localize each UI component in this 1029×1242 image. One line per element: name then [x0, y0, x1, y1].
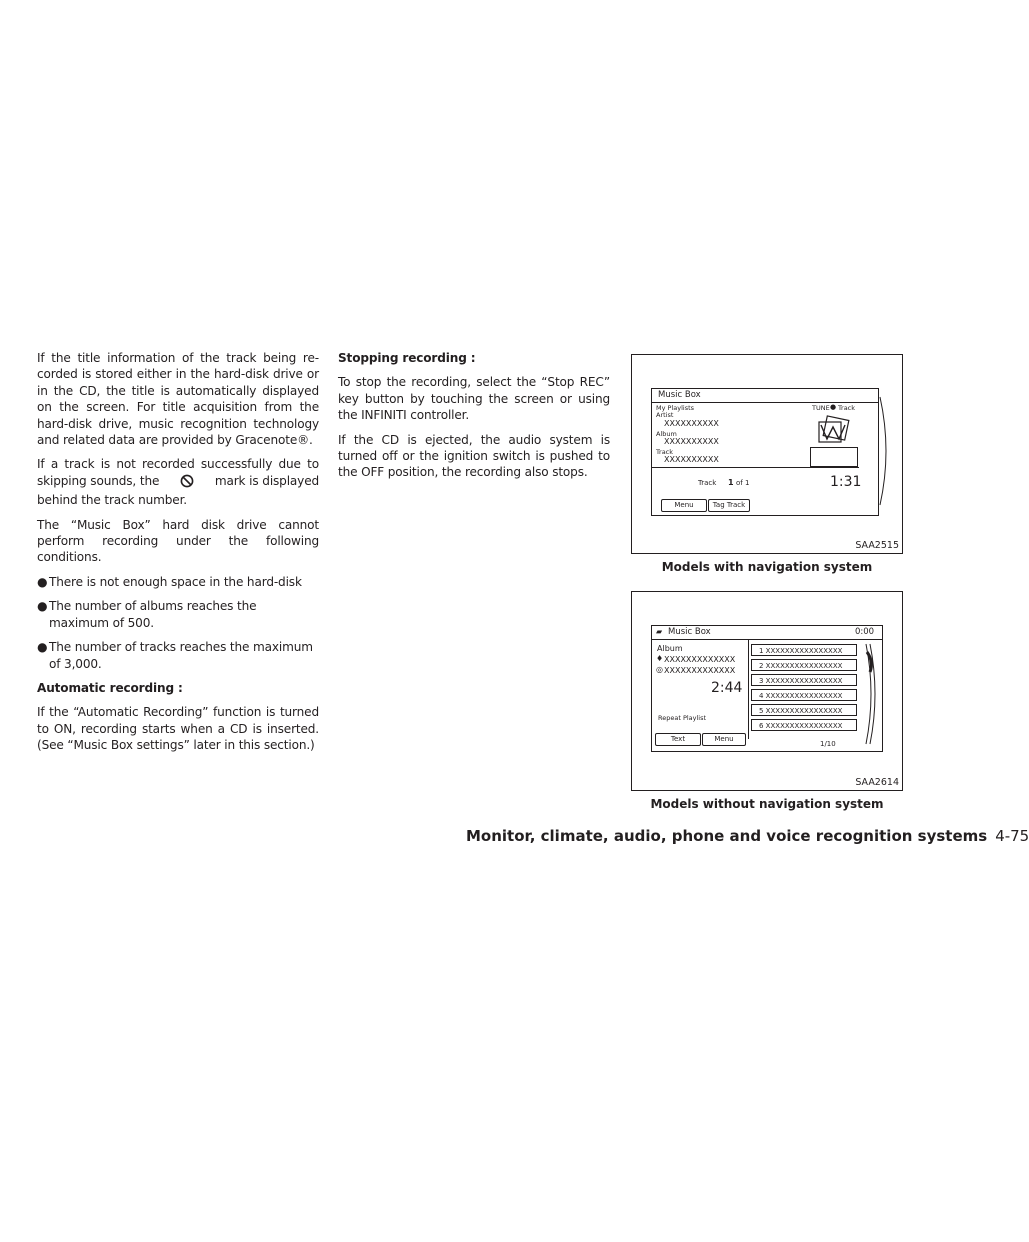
scroll-arc	[878, 395, 892, 507]
figure-with-navigation	[631, 354, 903, 554]
disc-art-icon	[817, 415, 851, 445]
paragraph-skipping	[37, 456, 319, 508]
figure-caption: Models with navigation system	[661, 560, 873, 574]
paragraph-automatic-recording: If the “Automatic Recording” function is turned to ON, recording starts when a CD is inserted. (See “Music Box settings” later in this section.)	[37, 705, 319, 753]
bullet-icon: ●	[37, 574, 48, 589]
page-indicator: 1/10	[820, 740, 836, 748]
prohibit-icon	[163, 474, 211, 492]
skip-text-after: mark is displayed behind the track number.	[37, 473, 320, 508]
tune-knob-icon: ●	[830, 403, 837, 411]
text-button[interactable]: Text	[655, 733, 701, 746]
track-label: Track	[656, 448, 674, 456]
bullet-icon: ●	[37, 599, 48, 614]
clock: 0:00	[855, 627, 875, 637]
bullet-item: ● The number of albums reaches the maximum of 500.	[37, 599, 257, 630]
music-box-screen-nav	[651, 388, 879, 516]
album-value: XXXXXXXXXX	[664, 437, 719, 446]
heading-automatic-recording: Automatic recording :	[37, 680, 183, 695]
music-box-screen-audio	[651, 625, 883, 752]
right-column	[338, 350, 610, 481]
bullet-icon: ●	[37, 640, 48, 655]
elapsed-time: 1:31	[830, 474, 862, 490]
tag-track-button[interactable]: Tag Track	[708, 499, 750, 512]
disc-icon: ◎	[656, 665, 663, 674]
paragraph-title-info: If the title information of the track being re-corded is stored either in the hard-disk drive or in the CD, the title is automatically displayed on the screen. For title acquisition from the hard-disk drive, music recognition technology and related data are provided by Gracenote®.	[37, 351, 319, 448]
section-title: Monitor, climate, audio, phone and voice recognition systems	[466, 827, 988, 845]
figure-caption: Models without navigation system	[650, 797, 884, 811]
page-footer	[466, 827, 1029, 845]
track-number: 1	[728, 478, 734, 487]
screen-title-bar	[652, 389, 878, 403]
album-label: Album	[657, 644, 683, 653]
paragraph-conditions: The “Music Box” hard disk drive cannot perform recording under the following conditions.	[37, 517, 319, 565]
artist-line: XXXXXXXXXXXXX	[664, 655, 736, 664]
screen-title: Music Box	[658, 390, 701, 400]
menu-button[interactable]: Menu	[661, 499, 707, 512]
scrollbar[interactable]	[864, 642, 878, 746]
menu-button[interactable]: Menu	[702, 733, 746, 746]
figure-code: SAA2614	[855, 777, 899, 788]
track-word: Track	[698, 479, 717, 487]
elapsed-time: 2:44	[711, 680, 743, 696]
page-number: 4-75	[995, 827, 1029, 845]
list-item[interactable]: 3 XXXXXXXXXXXXXXXX	[751, 674, 857, 686]
playlist-label: My Playlists	[656, 404, 695, 412]
screen-title: Music Box	[668, 627, 711, 637]
album-line: XXXXXXXXXXXXX	[664, 666, 736, 675]
artist-value: XXXXXXXXXX	[664, 419, 719, 428]
paragraph-stop-rec: To stop the recording, select the “Stop REC” key button by touching the screen or using the INFINITI controller.	[338, 375, 610, 423]
divider-line	[652, 467, 859, 468]
list-item[interactable]: 2 XXXXXXXXXXXXXXXX	[751, 659, 857, 671]
repeat-label: Repeat Playlist	[658, 714, 707, 722]
figure-code: SAA2515	[855, 540, 899, 551]
track-of: of 1	[736, 479, 750, 487]
music-box-icon: ▰	[656, 627, 663, 636]
left-column	[37, 350, 319, 754]
artist-label: Artist	[656, 411, 674, 419]
track-value: XXXXXXXXXX	[664, 455, 719, 464]
bullet-item: ● The number of tracks reaches the maximum of 3,000.	[37, 640, 313, 671]
tune-label: TUNE	[812, 404, 830, 412]
figure-without-navigation	[631, 591, 903, 791]
tune-track-label: Track	[838, 404, 856, 412]
list-item[interactable]: 1 XXXXXXXXXXXXXXXX	[751, 644, 857, 656]
artist-icon: ♦	[656, 654, 664, 663]
list-item[interactable]: 6 XXXXXXXXXXXXXXXX	[751, 719, 857, 731]
album-label: Album	[656, 430, 677, 438]
rec-indicator	[810, 447, 858, 467]
track-list	[748, 639, 859, 739]
skip-text-before: If a track is not recorded successfully due to skipping sounds, the	[37, 457, 319, 488]
heading-stopping-recording: Stopping recording :	[338, 351, 476, 365]
screen-title-bar	[652, 626, 882, 640]
paragraph-eject: If the CD is ejected, the audio system is turned off or the ignition switch is pushed to the OFF position, the recording also stops.	[338, 432, 610, 480]
bullet-item: ● There is not enough space in the hard-disk	[37, 574, 302, 589]
list-item[interactable]: 4 XXXXXXXXXXXXXXXX	[751, 689, 857, 701]
list-item[interactable]: 5 XXXXXXXXXXXXXXXX	[751, 704, 857, 716]
